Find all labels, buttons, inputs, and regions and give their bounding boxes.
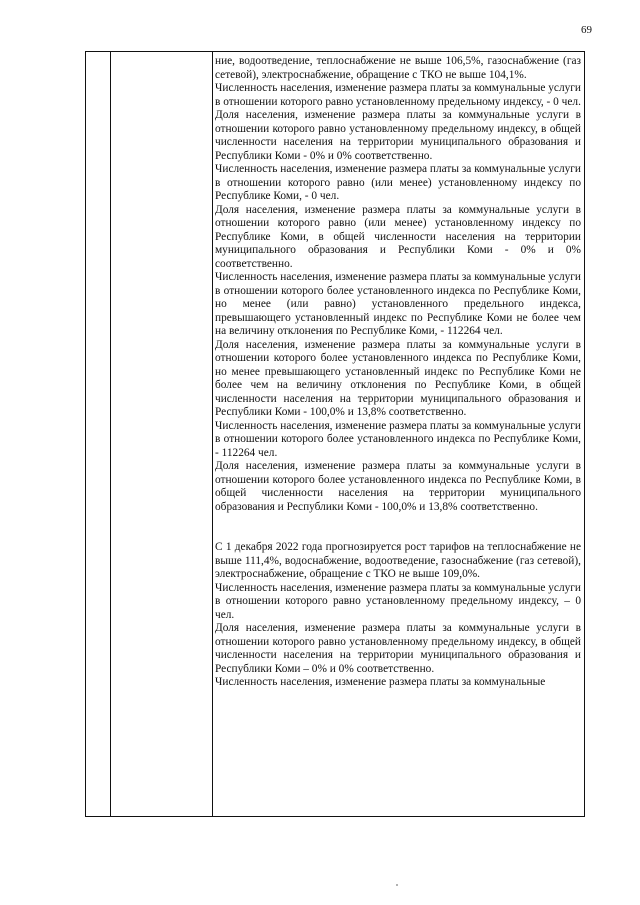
paragraph: ние, водоотведение, теплоснабжение не выше 106,5%, газоснабжение (газ сетевой), электроснабжение, обращение с ТКО не выше 104,1%. <box>215 55 581 81</box>
paragraph: С 1 декабря 2022 года прогнозируется рост тарифов на теплоснабжение не выше 111,4%, водоснабжение, водоотведение, газоснабжение (газ сетевой), электроснабжение, обращение с ТКО не выше 109,0%. <box>215 541 581 580</box>
paragraph: Численность населения, изменение размера платы за коммунальные <box>215 676 546 688</box>
paragraph: Доля населения, изменение размера платы за коммунальные услуги в отношении которого более установленного индекса по Республике Коми, в общей численности населения на территории муниципального образования и Республики Коми - 100,0% и 13,8% соответственно. <box>215 460 581 513</box>
paragraph: Доля населения, изменение размера платы за коммунальные услуги в отношении которого более установленного индекса по Республике Коми, но менее превышающего установленный индекс по Республике Коми не более чем на величину отклонения по Республике Коми, в общей численности населения на территории муниципального образования и Республики Коми - 100,0% и 13,8% соответственно. <box>215 338 581 418</box>
column-divider-1 <box>110 52 111 816</box>
paragraph: Численность населения, изменение размера платы за коммунальные услуги в отношении которого более установленного индекса по Республике Коми, - 112264 чел. <box>215 419 581 459</box>
column-divider-2 <box>212 52 213 816</box>
paragraph-gap <box>215 528 581 542</box>
paragraph: Численность населения, изменение размера платы за коммунальные услуги в отношении которого равно установленному предельному индексу, - 0 чел. <box>215 82 581 108</box>
paragraph: Доля населения, изменение размера платы за коммунальные услуги в отношении которого равно установленному предельному индексу, в общей численности населения на территории муниципального образования и Республики Коми - 0% и 0% соответственно. <box>215 109 581 162</box>
paragraph: Численность населения, изменение размера платы за коммунальные услуги в отношении которого равно (или менее) установленному индексу по Республике Коми, - 0 чел. <box>215 163 581 202</box>
page-number: 69 <box>581 24 592 36</box>
scan-artifact <box>396 884 398 886</box>
paragraph: Доля населения, изменение размера платы за коммунальные услуги в отношении которого равно установленному предельному индексу, в общей численности населения на территории муниципального образования и Республики Коми – 0% и 0% соответственно. <box>215 622 581 675</box>
paragraph: Численность населения, изменение размера платы за коммунальные услуги в отношении которого равно установленному предельному индексу, – 0 чел. <box>215 581 581 621</box>
paragraph: Численность населения, изменение размера платы за коммунальные услуги в отношении которого более установленного индекса по Республике Коми, но менее (или равно) установленного предельного индекса, превышающего установленный индекс по Республике Коми не более чем на величину отклонения по Республике Коми, - 112264 чел. <box>215 271 581 337</box>
paragraph: Доля населения, изменение размера платы за коммунальные услуги в отношении которого равно (или менее) установленному индексу по Республике Коми, в общей численности населения на территории муниципального образования и Республики Коми - 0% и 0% соответственно. <box>215 203 581 270</box>
paragraph-gap <box>215 514 581 528</box>
document-table <box>85 51 585 817</box>
content-cell <box>215 52 581 690</box>
